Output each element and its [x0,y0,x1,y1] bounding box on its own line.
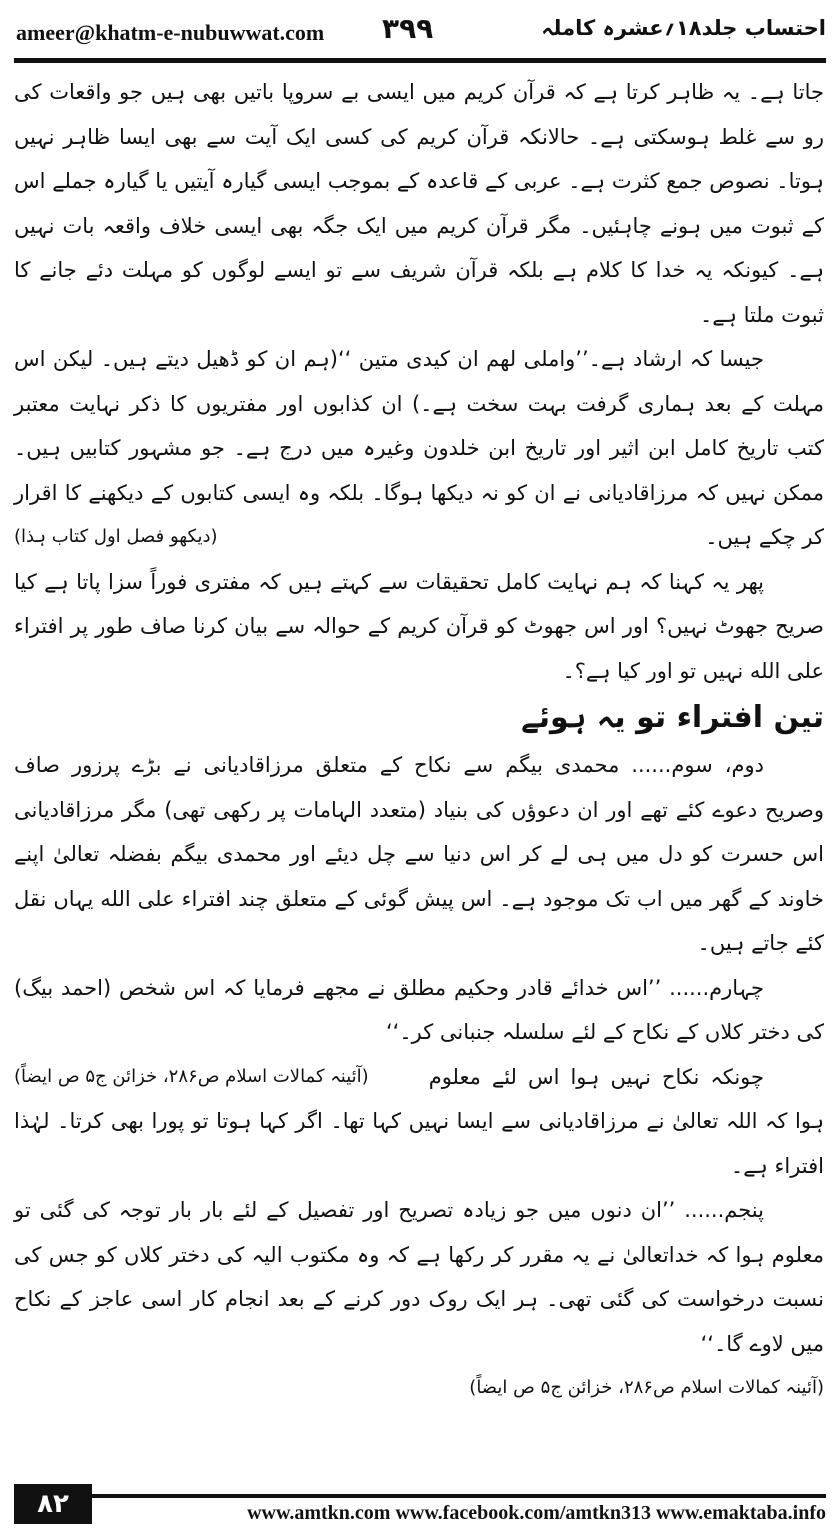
header-book-title: احتساب جلد۱۸؍عشرہ کاملہ [541,16,826,40]
paragraph-2-text: جیسا کہ ارشاد ہے۔’’واملی لهم ان کیدی متین ‘‘(ہم ان کو ڈھیل دیتے ہیں۔ لیکن اس مہلت کے بعد ہماری گرفت بہت سخت ہے۔) ان کذابوں اور مفتریوں کا ذکر نہایت معتبر کتب تاریخ کامل ابن اثیر اور تاریخ ابن خلدون وغیرہ میں درج ہے۔ جو مشہور کتابیں ہیں۔ ممکن نہیں کہ مرزاقادیانی نے ان کو نہ دیکھا ہوگا۔ بلکہ وہ ایسی کتابوں کے دیکھنے کا اقرار کر چکے ہیں۔ [14,347,824,549]
paragraph-7: پنجم...... ’’ان دنوں میں جو زیادہ تصریح اور تفصیل کے لئے بار بار توجہ کی گئی تو معلوم ہوا کہ خداتعالیٰ نے یہ مقرر کر رکھا ہے کہ وہ مکتوب الیہ کی دختر کلاں کو جس کی نسبت درخواست کی گئی تھی۔ ہر ایک روک دور کرنے کے بعد انجام کار اسی عاجز کے نکاح میں لاوے گا۔‘‘ [14,1198,824,1356]
header-email: ameer@khatm-e-nubuwwat.com [16,20,325,45]
paragraph-5 [14,966,824,1087]
paragraph-5-text: چہارم...... ’’اس خدائے قادر وحکیم مطلق نے مجھے فرمایا کہ اس شخص (احمد بیگ) کی دختر کلاں کے نکاح کے لئے سلسلہ جنبانی کر۔‘‘ [14,975,824,1044]
footer-page-number: ۸۲ [14,1484,92,1524]
paragraph-3: پھر یہ کہنا کہ ہم نہایت کامل تحقیقات سے کہتے ہیں کہ مفتری فوراً سزا پاتا ہے کیا صریح جھوٹ نہیں؟ اور اس جھوٹ کو قرآن کریم کے حوالہ سے بیان کرنا صاف طور پر افتراء علی الله نہیں تو اور کیا ہے؟۔ [14,569,824,683]
paragraph-6: چونکہ نکاح نہیں ہوا اس لئے معلوم ہوا کہ اللہ تعالیٰ نے مرزاقادیانی سے ایسا نہیں کہا تھا۔ اگر کہا ہوتا تو پورا بھی کرتا۔ لہٰذا افتراء ہے۔ [14,1064,824,1178]
footer-rule [92,1494,826,1498]
paragraph-1: جاتا ہے۔ یہ ظاہر کرتا ہے کہ قرآن کریم میں ایسی بے سروپا باتیں بھی ہیں جو واقعات کی رو سے غلط ہوسکتی ہے۔ حالانکہ قرآن کریم کی کسی ایک آیت سے بھی ایسا ظاہر نہیں ہوتا۔ نصوص جمع کثرت ہے۔ عربی کے قاعدہ کے بموجب ایسی گیارہ آیتیں یا گیارہ جملے اس کے ثبوت میں ہونے چاہئیں۔ مگر قرآن کریم میں ایک جگہ بھی ایسی خلاف واقعہ بات نہیں ہے۔ کیونکہ یہ خدا کا کلام ہے بلکہ قرآن شریف سے تو ایسے لوگوں کو مہلت دئے جانے کا ثبوت ملتا ہے۔ [14,80,824,327]
paragraph-2-reference: (دیکھو فصل اول کتاب ہذا) [14,526,218,547]
section-heading: تین افتراء تو یہ ہوئے [521,700,824,735]
page-header [0,0,840,64]
page-footer [0,1482,840,1540]
paragraph-5-reference: (آئینہ کمالات اسلام ص۲۸۶، خزائن ج۵ ص ایضاً) [14,1065,369,1087]
header-rule [14,58,826,63]
header-page-number: ۳۹۹ [382,12,434,45]
paragraph-7-reference: (آئینہ کمالات اسلام ص۲۸۶، خزائن ج۵ ص ایضاً) [469,1377,824,1398]
page-body [14,70,824,1465]
paragraph-2 [14,337,824,560]
paragraph-4: دوم، سوم...... محمدی بیگم سے نکاح کے متعلق مرزاقادیانی نے بڑے پرزور صاف وصریح دعوے کئے تھے اور ان دعوؤں کی بنیاد (متعدد الہامات پر رکھی تھی) مگر مرزاقادیانی اس حسرت کو دل میں ہی لے کر اس دنیا سے چل دیئے اور محمدی بیگم بفضلہ تعالیٰ اپنے خاوند کے گھر میں اب تک موجود ہے۔ اس پیش گوئی کے متعلق چند افتراء علی الله یہاں نقل کئے جاتے ہیں۔ [14,753,824,955]
footer-urls: www.amtkn.com www.facebook.com/amtkn313 www.emaktaba.info [247,1502,826,1524]
